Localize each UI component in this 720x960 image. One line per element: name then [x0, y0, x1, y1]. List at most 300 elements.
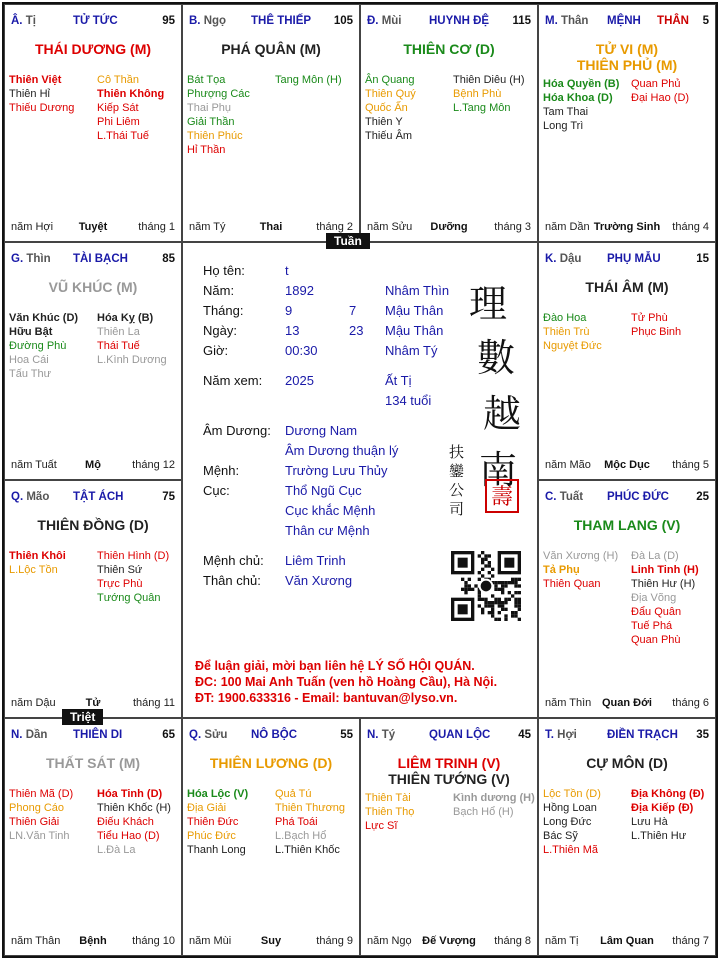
earthly-branch: Ngọ — [203, 15, 227, 27]
palace-cell-dau[interactable] — [538, 242, 716, 480]
minor-star: Thiên Sứ — [97, 564, 143, 576]
view-year-can: Ất Tị — [385, 373, 412, 388]
heavenly-stem: B. — [189, 15, 201, 27]
year-can: Nhâm Thìn — [385, 283, 450, 298]
major-star: LIÊM TRINH (V) — [397, 755, 501, 771]
heavenly-stem: K. — [545, 253, 557, 265]
minor-star: L.Tang Môn — [453, 102, 511, 114]
year-label: Năm: — [203, 283, 235, 298]
palace-footer — [545, 221, 709, 237]
minor-star: Địa Giải — [187, 802, 227, 814]
minor-star: Tả Phụ — [543, 564, 580, 576]
heavenly-stem: N. — [367, 729, 379, 741]
than-marker: THÂN — [657, 15, 689, 27]
earthly-branch: Tý — [381, 729, 396, 741]
day-value: 13 — [285, 323, 300, 338]
left-star-column — [9, 549, 66, 577]
minor-star: Địa Kiếp (Đ) — [631, 802, 694, 814]
footer-month: tháng 9 — [316, 935, 353, 947]
palace-footer — [367, 935, 531, 951]
palace-cell-suu[interactable] — [182, 718, 360, 956]
cuc-label: Cục: — [203, 483, 230, 498]
earthly-branch: Thân — [560, 15, 589, 27]
footer-stage: Mộc Dục — [604, 459, 650, 471]
footer-year: năm Dần — [545, 221, 590, 233]
month-lunar: 7 — [349, 303, 357, 318]
earthly-branch: Tị — [25, 15, 36, 27]
earthly-branch: Tuất — [559, 491, 584, 503]
minor-star: Địa Không (Đ) — [631, 788, 705, 800]
minor-star: Lộc Tồn (D) — [543, 788, 601, 800]
month-value: 9 — [285, 303, 293, 318]
minor-star: Thiên La — [97, 326, 140, 338]
seal-char-3: 越 — [483, 392, 522, 436]
menhchu-value: Liêm Trinh — [285, 553, 346, 568]
minor-star: Lưu Hà — [631, 816, 668, 828]
minor-star: Thiên Hư (H) — [631, 578, 696, 590]
minor-star: Đường Phù — [9, 340, 67, 352]
minor-star: Phục Binh — [631, 326, 682, 338]
minor-star: LN.Văn Tinh — [9, 830, 70, 842]
major-star: THIÊN PHỦ (M) — [576, 57, 678, 73]
earthly-branch: Mùi — [381, 15, 402, 27]
palace-footer — [11, 459, 175, 475]
minor-star: Điếu Khách — [97, 816, 154, 828]
red-stamp: 壽 — [485, 479, 519, 513]
contact-phone-email[interactable]: ĐT: 1900.633316 - Email: bantuvan@lyso.vn. — [195, 691, 458, 705]
minor-star: Lực Sĩ — [365, 820, 398, 832]
minor-star: Bệnh Phù — [453, 88, 502, 100]
minor-star: Phi Liêm — [97, 116, 140, 128]
minor-star: Văn Khúc (D) — [9, 312, 79, 324]
minor-star: Thiếu Âm — [365, 130, 413, 142]
earthly-branch: Dậu — [559, 253, 582, 265]
right-star-column — [631, 549, 699, 647]
minor-star: L.Kình Dương — [97, 354, 167, 366]
minor-star: Long Đức — [543, 816, 592, 828]
minor-star: Quan Phủ — [631, 78, 681, 90]
menhchu-label: Mệnh chủ: — [203, 553, 264, 568]
minor-star: Tấu Thư — [9, 368, 52, 380]
palace-cell-hoi[interactable] — [538, 718, 716, 956]
footer-year: năm Thìn — [545, 697, 592, 709]
footer-year: năm Hợi — [11, 221, 54, 233]
palace-number: 75 — [162, 491, 175, 503]
footer-stage: Tuyệt — [78, 221, 108, 233]
minor-star: L.Lộc Tồn — [9, 564, 58, 576]
minor-star: Đà La (D) — [631, 550, 679, 562]
minor-star: Thiên Phúc — [187, 130, 243, 142]
minor-star: L.Thiên Khốc — [275, 844, 340, 856]
left-star-column — [543, 77, 619, 133]
heavenly-stem: Q. — [189, 729, 202, 741]
minor-star: Tang Môn (H) — [275, 74, 342, 86]
day-label: Ngày: — [203, 323, 237, 338]
major-star: THAM LANG (V) — [573, 517, 681, 533]
minor-star: Trực Phù — [97, 578, 143, 590]
palace-number: 65 — [162, 729, 175, 741]
heavenly-stem: Â. — [11, 15, 23, 27]
earthly-branch: Sửu — [204, 729, 228, 741]
palace-header — [545, 253, 709, 269]
palace-footer — [545, 697, 709, 713]
palace-branch — [11, 15, 36, 27]
minor-star: Thiên Thương — [275, 802, 346, 814]
palace-footer — [367, 221, 531, 237]
minor-star: Thiên Đức — [187, 816, 239, 828]
day-lunar: 23 — [349, 323, 364, 338]
seal-char-1: 理 — [469, 282, 508, 326]
major-star: CỰ MÔN (D) — [586, 755, 668, 771]
right-star-column — [631, 77, 689, 105]
view-year-label: Năm xem: — [203, 373, 263, 388]
day-can: Mậu Thân — [385, 323, 444, 338]
palace-name: NÔ BỘC — [251, 729, 297, 741]
major-star: VŨ KHÚC (M) — [48, 279, 138, 295]
minor-star: Hóa Lộc (V) — [187, 788, 249, 800]
minor-star: L.Đà La — [97, 844, 136, 856]
palace-header — [367, 15, 531, 31]
minor-star: Thiên Quý — [365, 88, 416, 100]
minor-star: Quốc Ấn — [365, 102, 408, 114]
right-star-column — [97, 549, 169, 605]
minor-star: Thai Phụ — [187, 102, 232, 114]
palace-header — [11, 15, 175, 31]
palace-cell-thin[interactable] — [4, 242, 182, 480]
minor-star: L.Thái Tuế — [97, 130, 149, 142]
minor-star: Thiên Giải — [9, 816, 60, 828]
hour-can: Nhâm Tý — [385, 343, 438, 358]
palace-number: 85 — [162, 253, 175, 265]
palace-footer — [189, 935, 353, 951]
heavenly-stem: Q. — [11, 491, 24, 503]
left-star-column — [365, 791, 414, 833]
heavenly-stem: N. — [11, 729, 23, 741]
amduong-value: Dương Nam — [285, 423, 358, 438]
earthly-branch: Hợi — [557, 729, 577, 741]
major-star: TỬ VI (M) — [595, 41, 659, 57]
menh-value: Trường Lưu Thủy — [285, 463, 388, 478]
footer-stage: Mộ — [85, 459, 101, 471]
footer-year: năm Thân — [11, 935, 61, 947]
palace-number: 115 — [512, 15, 531, 27]
footer-month: tháng 1 — [138, 221, 175, 233]
palace-header — [11, 491, 175, 507]
minor-star: Ân Quang — [365, 74, 415, 86]
contact-line-1: Để luận giải, mời bạn liên hệ LÝ SỐ HỘI QUÁN. — [195, 659, 475, 673]
month-label: Tháng: — [203, 303, 244, 318]
palace-number: 5 — [702, 15, 709, 27]
palace-name: PHỤ MẪU — [607, 253, 661, 265]
palace-header — [11, 253, 175, 269]
earthly-branch: Mão — [26, 491, 50, 503]
minor-star: Long Trì — [543, 120, 584, 132]
minor-star: Bát Tọa — [187, 74, 226, 86]
minor-star: Thiên Y — [365, 116, 403, 128]
palace-footer — [545, 935, 709, 951]
heavenly-stem: C. — [545, 491, 557, 503]
footer-year: năm Tị — [545, 935, 579, 947]
minor-star: Cô Thần — [97, 74, 139, 86]
major-star: THÁI DƯƠNG (M) — [34, 41, 152, 57]
palace-footer — [11, 935, 175, 951]
minor-star: Tuế Phá — [631, 620, 673, 632]
palace-header — [189, 15, 353, 31]
view-year-value: 2025 — [285, 373, 314, 388]
footer-month: tháng 8 — [494, 935, 531, 947]
right-star-column — [97, 311, 167, 367]
palace-number: 45 — [518, 729, 531, 741]
minor-star: Bạch Hổ (H) — [453, 806, 514, 818]
palace-branch — [545, 253, 581, 265]
palace-branch — [545, 729, 577, 741]
amduong-label: Âm Dương: — [203, 423, 271, 438]
palace-header — [11, 729, 175, 745]
footer-month: tháng 10 — [132, 935, 175, 947]
left-star-column — [187, 787, 248, 857]
heavenly-stem: G. — [11, 253, 24, 265]
minor-star: L.Thiên Hư — [631, 830, 687, 842]
minor-star: Thái Tuế — [97, 340, 140, 352]
name-label: Họ tên: — [203, 263, 245, 278]
left-star-column — [187, 73, 250, 157]
footer-stage: Đế Vượng — [422, 935, 476, 947]
minor-star: Tướng Quân — [97, 592, 161, 604]
minor-star: Đại Hao (D) — [631, 92, 690, 104]
palace-cell-mao[interactable] — [4, 480, 182, 718]
footer-year: năm Mùi — [189, 935, 232, 947]
footer-year: năm Ngọ — [367, 935, 412, 947]
menh-label: Mệnh: — [203, 463, 240, 478]
minor-star: Phúc Đức — [187, 830, 236, 842]
earthly-branch: Thìn — [26, 253, 51, 265]
footer-year: năm Tý — [189, 221, 226, 233]
triet-marker: Triệt — [62, 709, 103, 725]
minor-star: Bác Sỹ — [543, 830, 578, 842]
palace-header — [545, 729, 709, 745]
contact-address: ĐC: 100 Mai Anh Tuấn (ven hồ Hoàng Cầu), Hà Nội. — [195, 675, 498, 689]
hour-value: 00:30 — [285, 343, 318, 358]
minor-star: Thiên Quan — [543, 578, 601, 590]
minor-star: Thiên Khốc (H) — [97, 802, 171, 814]
palace-name: TẬT ÁCH — [73, 491, 124, 503]
major-star: THIÊN ĐỒNG (D) — [37, 517, 149, 533]
palace-name: QUAN LỘC — [429, 729, 491, 741]
palace-cell-mui[interactable] — [360, 4, 538, 242]
minor-star: Tử Phù — [631, 312, 668, 324]
year-value: 1892 — [285, 283, 314, 298]
palace-number: 95 — [162, 15, 175, 27]
palace-cell-than[interactable] — [538, 4, 716, 242]
palace-header — [545, 491, 709, 507]
major-star: THIÊN TƯỚNG (V) — [388, 771, 510, 787]
minor-star: Phá Toái — [275, 816, 318, 828]
minor-star: Kình dương (H) — [453, 792, 535, 804]
minor-star: Đào Hoa — [543, 312, 587, 324]
left-star-column — [9, 311, 78, 381]
left-star-column — [365, 73, 416, 143]
minor-star: Đẩu Quân — [631, 606, 682, 618]
palace-header — [189, 729, 353, 745]
heavenly-stem: Đ. — [367, 15, 379, 27]
palace-cell-tuat[interactable] — [538, 480, 716, 718]
palace-number: 25 — [696, 491, 709, 503]
footer-stage: Lâm Quan — [600, 935, 654, 947]
footer-month: tháng 4 — [672, 221, 709, 233]
palace-header — [545, 15, 709, 31]
minor-star: Thiên Khôi — [9, 550, 66, 562]
seal-char-2: 數 — [477, 336, 516, 380]
palace-name: THÊ THIẾP — [251, 15, 312, 27]
palace-branch — [189, 729, 227, 741]
cuc-note: Cục khắc Mệnh — [285, 503, 376, 518]
minor-star: Hóa Khoa (D) — [543, 92, 613, 104]
footer-stage: Dưỡng — [430, 221, 468, 233]
month-can: Mậu Thân — [385, 303, 444, 318]
major-star: THIÊN LƯƠNG (D) — [209, 755, 333, 771]
minor-star: Thanh Long — [187, 844, 246, 856]
minor-star: Thiên Tài — [365, 792, 411, 804]
footer-month: tháng 11 — [132, 697, 175, 709]
footer-month: tháng 12 — [132, 459, 175, 471]
minor-star: Thiên Việt — [9, 74, 62, 86]
footer-stage: Bệnh — [79, 935, 107, 947]
left-star-column — [543, 549, 618, 591]
minor-star: L.Thiên Mã — [543, 844, 599, 856]
major-star: THẤT SÁT (M) — [45, 755, 141, 771]
palace-branch — [545, 491, 583, 503]
minor-star: Kiếp Sát — [97, 102, 139, 114]
minor-star: Hữu Bật — [9, 326, 53, 338]
palace-name: TỬ TỨC — [73, 15, 118, 27]
thanchu-label: Thân chủ: — [203, 573, 261, 588]
minor-star: Hóa Quyền (B) — [543, 78, 620, 90]
palace-branch — [189, 15, 226, 27]
palace-name: PHÚC ĐỨC — [607, 491, 669, 503]
minor-star: Hoa Cái — [9, 354, 49, 366]
palace-name: ĐIỀN TRẠCH — [607, 729, 678, 741]
palace-branch — [11, 491, 49, 503]
palace-number: 15 — [696, 253, 709, 265]
left-star-column — [9, 787, 73, 843]
palace-branch — [11, 729, 47, 741]
cuc-value: Thổ Ngũ Cục — [285, 483, 362, 498]
age-value: 134 tuổi — [385, 393, 432, 408]
minor-star: Địa Võng — [631, 592, 677, 604]
minor-star: Linh Tinh (H) — [631, 564, 699, 576]
seal-char-4: 南 — [479, 448, 518, 492]
right-star-column — [453, 73, 525, 115]
palace-number: 105 — [333, 15, 353, 27]
palace-name: THIÊN DI — [73, 729, 123, 741]
palace-cell-ty[interactable] — [4, 4, 182, 242]
minor-star: Thiên Hình (D) — [97, 550, 170, 562]
minor-star: Giải Thần — [187, 116, 235, 128]
palace-cell-dan[interactable] — [4, 718, 182, 956]
footer-month: tháng 3 — [494, 221, 531, 233]
than-cu-note: Thân cư Mệnh — [285, 523, 370, 538]
palace-footer — [545, 459, 709, 475]
footer-month: tháng 2 — [316, 221, 353, 233]
palace-branch — [11, 253, 51, 265]
minor-star: Tiểu Hao (D) — [97, 830, 160, 842]
minor-star: Thiên Diêu (H) — [453, 74, 525, 86]
footer-stage: Thai — [259, 221, 283, 233]
earthly-branch: Dần — [25, 729, 48, 741]
major-star: THIÊN CƠ (D) — [403, 41, 495, 57]
palace-name: MỆNH — [607, 15, 641, 27]
minor-star: Tam Thai — [543, 106, 589, 118]
minor-star: Thiên Thọ — [365, 806, 415, 818]
seal-side-text: 扶鑾公司 — [449, 443, 465, 518]
palace-branch — [367, 15, 402, 27]
qr-code[interactable] — [451, 551, 521, 621]
minor-star: Hồng Loan — [543, 802, 597, 814]
footer-year: năm Tuất — [11, 459, 57, 471]
palace-name: TÀI BẠCH — [73, 253, 128, 265]
minor-star: Thiên Trù — [543, 326, 590, 338]
palace-cell-ngo[interactable] — [182, 4, 360, 242]
amduong-note: Âm Dương thuận lý — [285, 443, 399, 458]
heavenly-stem: M. — [545, 15, 558, 27]
right-star-column — [631, 787, 704, 843]
palace-number: 35 — [696, 729, 709, 741]
palace-branch — [367, 729, 395, 741]
palace-name: HUYNH ĐỆ — [429, 15, 490, 27]
minor-star: Hỉ Thần — [187, 144, 226, 156]
footer-year: năm Dậu — [11, 697, 56, 709]
major-star: PHÁ QUÂN (M) — [221, 41, 321, 57]
minor-star: Thiên Hỉ — [9, 88, 50, 100]
footer-month: tháng 5 — [672, 459, 709, 471]
palace-number: 55 — [340, 729, 353, 741]
minor-star: Thiên Không — [97, 88, 165, 100]
palace-header — [367, 729, 531, 745]
footer-month: tháng 7 — [672, 935, 709, 947]
minor-star: Nguyệt Đức — [543, 340, 602, 352]
minor-star: L.Bạch Hổ — [275, 830, 327, 842]
right-star-column — [631, 311, 681, 339]
minor-star: Hóa Kỵ (B) — [97, 312, 154, 324]
palace-branch — [545, 15, 588, 27]
minor-star: Thiếu Dương — [9, 102, 75, 114]
right-star-column — [275, 73, 342, 87]
thanchu-value: Văn Xương — [285, 573, 353, 588]
minor-star: Quan Phù — [631, 634, 681, 646]
minor-star: Hóa Tinh (D) — [97, 788, 163, 800]
footer-stage: Tử — [85, 697, 101, 709]
minor-star: Thiên Mã (D) — [9, 788, 74, 800]
minor-star: Văn Xương (H) — [543, 550, 619, 562]
left-star-column — [9, 73, 74, 115]
minor-star: Phong Cáo — [9, 802, 65, 814]
heavenly-stem: T. — [545, 729, 554, 741]
right-star-column — [97, 787, 171, 857]
palace-cell-ty2[interactable] — [360, 718, 538, 956]
footer-month: tháng 6 — [672, 697, 709, 709]
footer-year: năm Mão — [545, 459, 591, 471]
right-star-column — [97, 73, 164, 143]
footer-year: năm Sửu — [367, 221, 413, 233]
name-value: t — [285, 263, 289, 278]
center-info-panel — [182, 242, 538, 718]
hour-label: Giờ: — [203, 343, 229, 358]
left-star-column — [543, 311, 602, 353]
tuan-marker: Tuần — [326, 233, 370, 249]
minor-star: Quả Tú — [275, 788, 312, 800]
footer-stage: Trường Sinh — [593, 221, 661, 233]
minor-star: Phượng Các — [187, 88, 250, 100]
